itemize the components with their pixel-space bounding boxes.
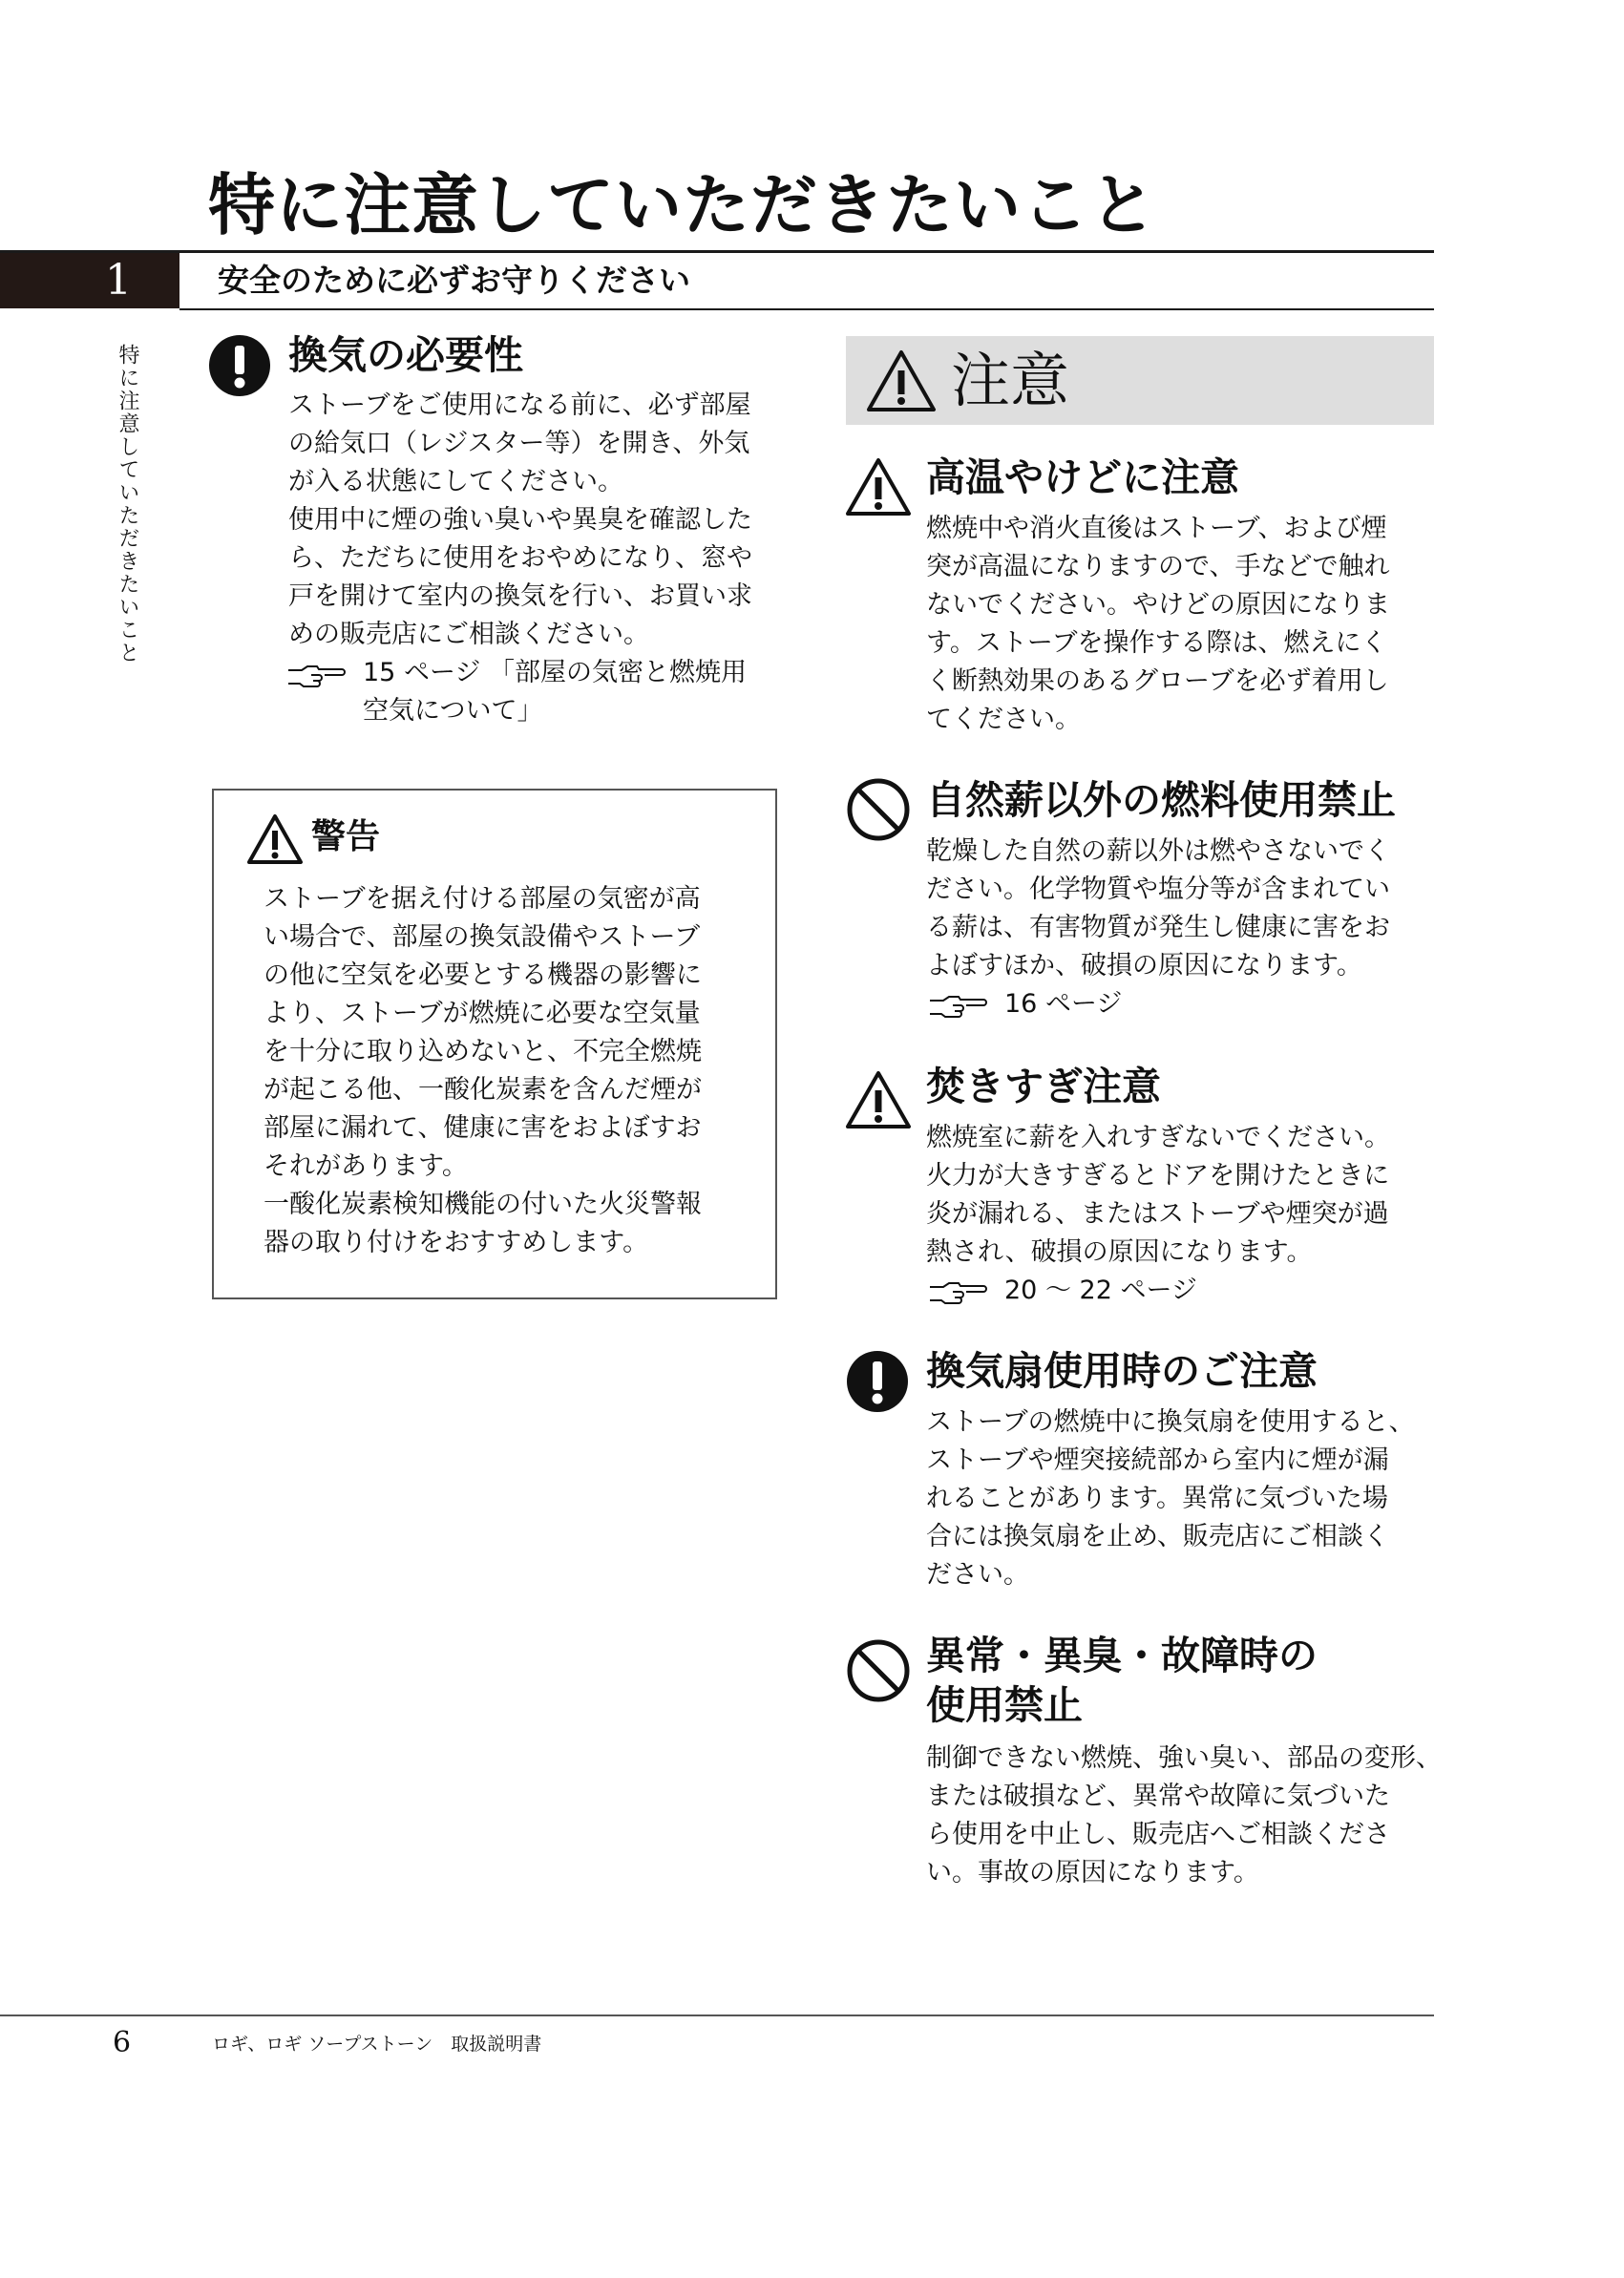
warning-line: の他に空気を必要とする機器の影響に [264,960,702,990]
page-title: 特に注意していただきたいこと [208,165,1157,244]
item-heading-malfunction-2: 使用禁止 [926,1682,1083,1728]
mandatory-exclamation-icon [846,1350,909,1417]
item-line: 制御できない燃焼、強い臭い、部品の変形、 [926,1743,1442,1773]
ventilation-line: めの販売店にご相談ください。 [288,620,649,649]
section-rule [179,308,1434,310]
warning-line: を十分に取り込めないと、不完全燃焼 [264,1037,702,1066]
item-line: る薪は、有害物質が発生し健康に害をお [926,913,1390,942]
item-heading-overfire: 焚きすぎ注意 [926,1064,1161,1109]
warning-triangle-icon [865,348,938,417]
warning-line: い場合で、部屋の換気設備やストーブ [264,922,701,952]
item-body-fuel [926,833,1442,985]
item-line: い。事故の原因になります。 [926,1858,1259,1888]
item-line: 乾燥した自然の薪以外は燃やさないでく [926,836,1390,866]
warning-triangle-icon [844,456,913,521]
footer-text: ロギ、ロギ ソープストーン 取扱説明書 [212,2034,542,2055]
ventilation-line: ら、ただちに使用をおやめになり、窓や [288,543,752,573]
ventilation-line: 戸を開けて室内の換気を行い、お買い求 [288,581,752,611]
item-line: ストーブや煙突接続部から室内に煙が漏 [926,1445,1389,1475]
item-line: 熱され、破損の原因になります。 [926,1237,1313,1267]
item-line: ストーブの燃焼中に換気扇を使用すると、 [926,1407,1415,1437]
item-line: てください。 [926,705,1081,734]
warning-triangle-icon [246,813,304,869]
pointing-hand-icon [286,663,346,695]
item-line: ら使用を中止し、販売店へご相談くださ [926,1820,1390,1849]
item-heading-fuel: 自然薪以外の燃料使用禁止 [926,777,1396,823]
item-ref-overfire: 20 ～ 22 ページ [1004,1276,1197,1305]
caution-label: 注意 [951,346,1070,415]
warning-body [264,880,760,1262]
ventilation-ref-line: 15 ページ 「部屋の気密と燃焼用 [363,658,747,687]
item-line: 炎が漏れる、またはストーブや煙突が過 [926,1199,1389,1229]
ventilation-line: の給気口（レジスター等）を開き、外気 [288,429,750,458]
warning-line: より、ストーブが燃焼に必要な空気量 [264,999,701,1028]
warning-line: 一酸化炭素検知機能の付いた火災警報 [264,1190,702,1219]
warning-line: 器の取り付けをおすすめします。 [264,1228,649,1257]
ventilation-ref-line: 空気について」 [363,696,543,726]
warning-heading: 警告 [311,817,381,856]
item-body-fan [926,1403,1442,1594]
ventilation-body [288,387,785,654]
item-line: または破損など、異常や故障に気づいた [926,1782,1390,1811]
item-line: ださい。 [926,1560,1029,1590]
ventilation-line: 使用中に煙の強い臭いや異臭を確認した [288,505,752,535]
warning-line: が起こる他、一酸化炭素を含んだ煙が [264,1075,702,1105]
item-heading-high-temp: 高温やけどに注意 [926,454,1239,500]
item-line: く断熱効果のあるグローブを必ず着用し [926,666,1389,696]
side-label: 特に注意していただきたいこと [116,344,139,664]
section-number: 1 [105,256,132,305]
ventilation-line: ストーブをご使用になる前に、必ず部屋 [288,390,751,420]
page-number: 6 [113,2026,132,2059]
warning-line: それがあります。 [264,1151,468,1181]
item-line: ないでください。やけどの原因になりま [926,590,1390,620]
item-line: 燃焼中や消火直後はストーブ、および煙 [926,514,1387,543]
footer-rule [0,2014,1434,2016]
item-ref-fuel: 16 ページ [1004,989,1123,1019]
title-rule [0,250,1434,253]
item-body-overfire [926,1119,1442,1272]
warning-line: ストーブを据え付ける部屋の気密が高 [264,884,701,914]
item-body-malfunction [926,1740,1442,1892]
prohibited-icon [846,1638,911,1707]
item-line: す。ストーブを操作する際は、燃えにく [926,628,1387,658]
pointing-hand-icon [928,1279,987,1312]
item-line: れることがあります。異常に気づいた場 [926,1484,1388,1513]
ventilation-heading: 換気の必要性 [288,332,523,378]
item-line: 燃焼室に薪を入れすぎないでください。 [926,1123,1390,1152]
mandatory-exclamation-icon [208,334,271,401]
item-heading-malfunction: 異常・異臭・故障時の [926,1633,1318,1678]
item-heading-fan: 換気扇使用時のご注意 [926,1348,1318,1394]
item-line: 火力が大きすぎるとドアを開けたときに [926,1161,1390,1191]
item-body-high-temp [926,510,1442,739]
prohibited-icon [846,777,911,846]
ventilation-line: が入る状態にしてください。 [288,467,623,496]
warning-line: 部屋に漏れて、健康に害をおよぼすお [264,1113,702,1143]
item-line: 合には換気扇を止め、販売店にご相談く [926,1522,1389,1551]
item-line: よぼすほか、破損の原因になります。 [926,951,1362,981]
section-title: 安全のために必ずお守りください [218,262,690,299]
item-line: ださい。化学物質や塩分等が含まれてい [926,875,1390,904]
pointing-hand-icon [928,993,987,1025]
warning-triangle-icon [844,1069,913,1134]
item-line: 突が高温になりますので、手などで触れ [926,552,1390,581]
